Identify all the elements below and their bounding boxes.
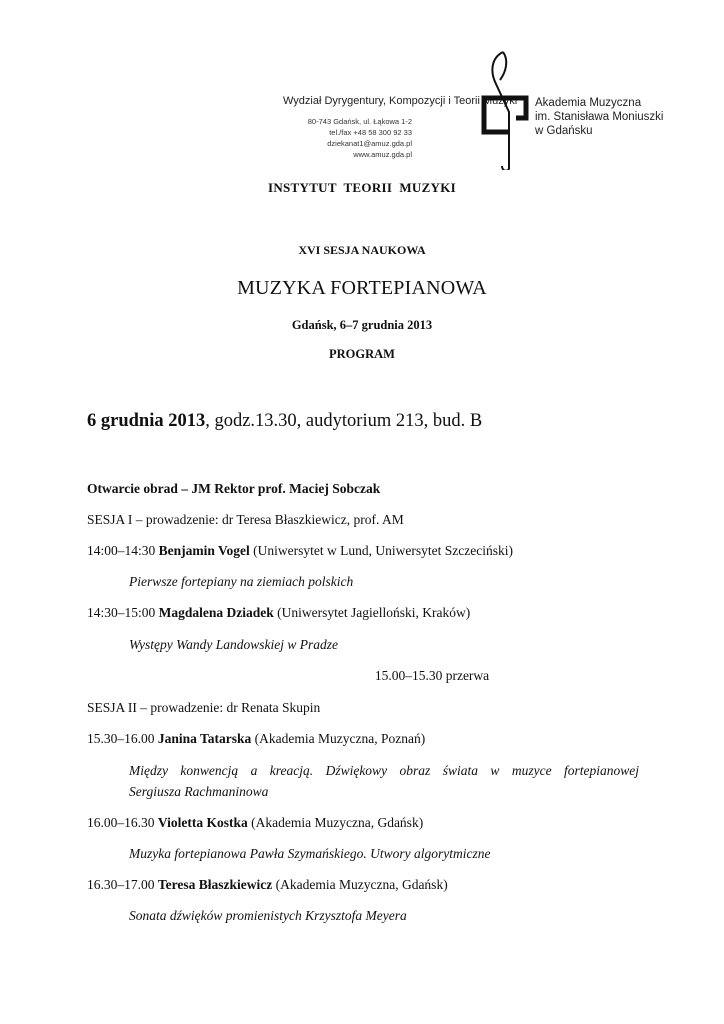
academy-line-3: w Gdańsku	[535, 125, 593, 137]
session-1-chair: SESJA I – prowadzenie: dr Teresa Błaszkiewicz, prof. AM	[87, 512, 404, 527]
department-name: Wydział Dyrygentury, Kompozycji i Teorii Muzyki	[283, 95, 518, 107]
email-line: dziekanat1@amuz.gda.pl	[327, 139, 412, 148]
academy-name	[535, 96, 663, 138]
speaker-name: Teresa Błaszkiewicz	[157, 877, 273, 892]
speaker-name: Violetta Kostka	[157, 815, 248, 830]
speaker-affiliation: (Akademia Muzyczna, Poznań)	[251, 731, 426, 746]
event-title: MUZYKA FORTEPIANOWA	[237, 277, 487, 299]
day-details: , godz.13.30, audytorium 213, bud. B	[205, 411, 483, 431]
academy-line-1: Akademia Muzyczna	[535, 97, 642, 109]
talk-time: 14:30–15:00	[87, 605, 159, 620]
talk-2-title: Występy Wandy Landowskiej w Pradze	[129, 637, 338, 652]
institute-name: INSTYTUT TEORII MUZYKI	[267, 180, 457, 195]
speaker-name: Benjamin Vogel	[158, 543, 250, 558]
speaker-affiliation: (Akademia Muzyczna, Gdańsk)	[272, 877, 448, 892]
session-2-chair: SESJA II – prowadzenie: dr Renata Skupin	[87, 700, 321, 715]
academy-logo-icon	[476, 50, 536, 170]
talk-3-title-line-2: Sergiusza Rachmaninowa	[129, 784, 269, 799]
talk-1	[87, 543, 513, 559]
speaker-affiliation: (Uniwersytet w Lund, Uniwersytet Szczeciński)	[249, 543, 513, 558]
address-line: 80-743 Gdańsk, ul. Łąkowa 1-2	[307, 117, 412, 126]
talk-2	[87, 605, 470, 621]
website-line: www.amuz.gda.pl	[353, 150, 412, 159]
talk-time: 16.00–16.30	[87, 815, 158, 830]
phone-line: tel./fax +48 58 300 92 33	[329, 128, 412, 137]
talk-time: 14:00–14:30	[87, 543, 159, 558]
talk-4-title: Muzyka fortepianowa Pawła Szymańskiego. Utwory algorytmiczne	[129, 846, 491, 861]
talk-time: 15.30–16.00	[87, 731, 158, 746]
talk-4	[87, 815, 423, 831]
talk-1-title: Pierwsze fortepiany na ziemiach polskich	[129, 574, 354, 589]
opening-line: Otwarcie obrad – JM Rektor prof. Maciej Sobczak	[87, 481, 381, 496]
speaker-affiliation: (Uniwersytet Jagielloński, Kraków)	[273, 605, 471, 620]
event-place-date: Gdańsk, 6–7 grudnia 2013	[291, 318, 433, 332]
break-line: 15.00–15.30 przerwa	[374, 668, 490, 683]
talk-3	[87, 731, 425, 747]
talk-5-title: Sonata dźwięków promienistych Krzysztofa Meyera	[129, 908, 407, 923]
program-heading: PROGRAM	[329, 347, 395, 361]
talk-5	[87, 877, 448, 893]
speaker-name: Magdalena Dziadek	[158, 605, 274, 620]
day-date: 6 grudnia 2013	[87, 411, 206, 431]
talk-time: 16.30–17.00	[87, 877, 158, 892]
speaker-affiliation: (Akademia Muzyczna, Gdańsk)	[247, 815, 424, 830]
speaker-name: Janina Tatarska	[157, 731, 252, 746]
academy-line-2: im. Stanisława Moniuszki	[535, 111, 664, 123]
talk-3-title-line-1: Między konwencją a kreacją. Dźwiękowy obraz świata w muzyce fortepianowej	[129, 763, 639, 778]
day-heading	[87, 411, 482, 432]
session-number: XVI SESJA NAUKOWA	[298, 243, 426, 257]
